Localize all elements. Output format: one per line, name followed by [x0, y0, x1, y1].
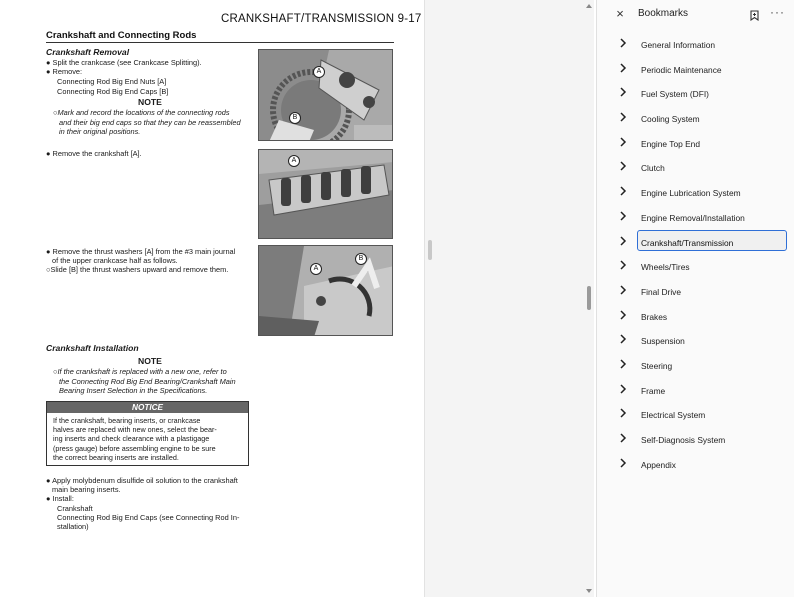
bookmark-label: Clutch	[641, 163, 665, 174]
bookmark-item[interactable]	[597, 107, 794, 132]
bookmark-item[interactable]	[597, 156, 794, 181]
bookmark-item[interactable]	[597, 305, 794, 330]
installation-item-caps: Connecting Rod Big End Caps (see Connecting Rod In-	[57, 513, 240, 522]
bookmark-item[interactable]	[597, 181, 794, 206]
bookmark-label: Engine Removal/Installation	[641, 212, 745, 223]
bookmark-label: Final Drive	[641, 286, 682, 297]
bookmark-item[interactable]	[597, 453, 794, 478]
bookmark-label: Frame	[641, 385, 666, 396]
removal-step-thrust: of the upper crankcase half as follows.	[52, 256, 178, 265]
installation-step-install: ● Install:	[46, 494, 74, 503]
notice-line: ing inserts and check clearance with a plastigage	[53, 434, 210, 444]
chevron-right-icon[interactable]	[618, 135, 628, 147]
installation-item-crankshaft: Crankshaft	[57, 504, 93, 513]
installation-subtitle: Crankshaft Installation	[46, 343, 139, 353]
bookmark-label: Electrical System	[641, 410, 706, 421]
removal-step-thrust: ● Remove the thrust washers [A] from the #3 main journal	[46, 247, 236, 256]
installation-step-apply: main bearing inserts.	[52, 485, 121, 494]
bookmark-item[interactable]	[597, 82, 794, 107]
bookmark-label: Engine Lubrication System	[641, 188, 741, 199]
notice-line: (press gauge) before assembling engine to be sure	[53, 443, 216, 453]
notice-body	[47, 413, 248, 465]
bookmarks-title: Bookmarks	[638, 8, 689, 19]
close-icon[interactable]: ×	[616, 6, 624, 21]
notice-label: NOTICE	[47, 402, 248, 413]
bookmark-label: Wheels/Tires	[641, 262, 690, 273]
chevron-right-icon[interactable]	[618, 61, 628, 73]
installation-note-line: ○If the crankshaft is replaced with a new one, refer to	[53, 367, 227, 376]
callout-b: B	[355, 253, 367, 265]
removal-note-line: ○Mark and record the locations of the connecting rods	[53, 108, 230, 117]
add-bookmark-icon[interactable]	[750, 8, 759, 19]
viewer-background	[424, 0, 594, 597]
notice-line: If the crankshaft, bearing inserts, or crankcase	[53, 416, 201, 425]
bookmark-item[interactable]	[597, 403, 794, 428]
removal-note-line: in their original positions.	[59, 127, 141, 136]
bookmark-item[interactable]	[597, 329, 794, 354]
scroll-down-icon[interactable]	[586, 589, 592, 593]
bookmark-label: Crankshaft/Transmission	[641, 237, 734, 248]
callout-b: B	[289, 112, 301, 124]
chevron-right-icon[interactable]	[618, 308, 628, 320]
photo-crankshaft	[258, 149, 393, 239]
photo-connecting-rods	[258, 49, 393, 141]
removal-item-caps: Connecting Rod Big End Caps [B]	[57, 87, 169, 96]
bookmark-item[interactable]	[597, 58, 794, 83]
bookmark-label: Fuel System (DFI)	[641, 89, 709, 100]
scroll-up-icon[interactable]	[586, 4, 592, 8]
notice-line: halves are replaced with new ones, select the bear-	[53, 425, 217, 435]
bookmarks-panel	[596, 0, 794, 597]
chevron-right-icon[interactable]	[618, 209, 628, 221]
callout-a: A	[310, 263, 322, 275]
chevron-right-icon[interactable]	[618, 431, 628, 443]
chevron-right-icon[interactable]	[618, 159, 628, 171]
bookmark-label: Cooling System	[641, 114, 700, 125]
removal-item-nuts: Connecting Rod Big End Nuts [A]	[57, 77, 167, 86]
chevron-right-icon[interactable]	[618, 85, 628, 97]
installation-note-label: NOTE	[138, 356, 162, 366]
callout-a: A	[313, 66, 325, 78]
chevron-right-icon[interactable]	[618, 36, 628, 48]
page-scroll-handle[interactable]	[428, 240, 432, 260]
section-rule	[46, 42, 394, 43]
more-options-icon[interactable]: ···	[770, 5, 785, 19]
bookmark-label: Periodic Maintenance	[641, 64, 722, 75]
photo-thrust-washers	[258, 245, 393, 336]
callout-a: A	[288, 155, 300, 167]
bookmark-list	[597, 33, 794, 477]
removal-step-slide: ○Slide [B] the thrust washers upward and remove them.	[46, 265, 229, 274]
removal-step-split: ● Split the crankcase (see Crankcase Splitting).	[46, 58, 202, 67]
installation-item-caps: stallation)	[57, 522, 89, 531]
bookmark-item[interactable]	[597, 132, 794, 157]
section-title: Crankshaft and Connecting Rods	[46, 30, 197, 41]
chevron-right-icon[interactable]	[618, 258, 628, 270]
removal-step-remove: ● Remove:	[46, 67, 83, 76]
page-header: CRANKSHAFT/TRANSMISSION 9-17	[221, 13, 422, 25]
chevron-right-icon[interactable]	[618, 406, 628, 418]
bookmark-label: General Information	[641, 40, 716, 50]
notice-box	[46, 401, 249, 466]
chevron-right-icon[interactable]	[618, 382, 628, 394]
bookmark-label: Steering	[641, 360, 673, 371]
bookmark-item[interactable]	[597, 255, 794, 280]
removal-note-line: and their big end caps so that they can be reassembled	[59, 118, 241, 127]
bookmark-label: Brakes	[641, 311, 668, 322]
bookmark-item[interactable]	[597, 231, 794, 256]
installation-note-line: Bearing Insert Selection in the Specifications.	[59, 386, 208, 395]
scrollbar-thumb[interactable]	[587, 286, 591, 310]
bookmark-item[interactable]	[597, 428, 794, 453]
bookmark-item[interactable]	[597, 33, 794, 58]
bookmark-item[interactable]	[597, 354, 794, 379]
chevron-right-icon[interactable]	[618, 357, 628, 369]
chevron-right-icon[interactable]	[618, 456, 628, 468]
bookmark-label: Suspension	[641, 336, 685, 347]
removal-subtitle: Crankshaft Removal	[46, 47, 130, 57]
bookmark-label: Appendix	[641, 459, 676, 470]
bookmark-label: Engine Top End	[641, 138, 700, 149]
bookmark-item[interactable]	[597, 206, 794, 231]
removal-note-label: NOTE	[138, 97, 162, 107]
notice-line: the correct bearing inserts are installed.	[53, 452, 179, 462]
chevron-right-icon[interactable]	[618, 234, 628, 246]
chevron-right-icon[interactable]	[618, 184, 628, 196]
bookmark-label: Self-Diagnosis System	[641, 435, 726, 445]
removal-step-crankshaft: ● Remove the crankshaft [A].	[46, 149, 142, 158]
chevron-right-icon[interactable]	[618, 110, 628, 122]
chevron-right-icon[interactable]	[618, 332, 628, 344]
bookmark-item[interactable]	[597, 379, 794, 404]
installation-note-line: the Connecting Rod Big End Bearing/Crankshaft Main	[59, 377, 236, 386]
bookmark-item[interactable]	[597, 280, 794, 305]
installation-step-apply: ● Apply molybdenum disulfide oil solution to the crankshaft	[46, 476, 238, 485]
chevron-right-icon[interactable]	[618, 283, 628, 295]
